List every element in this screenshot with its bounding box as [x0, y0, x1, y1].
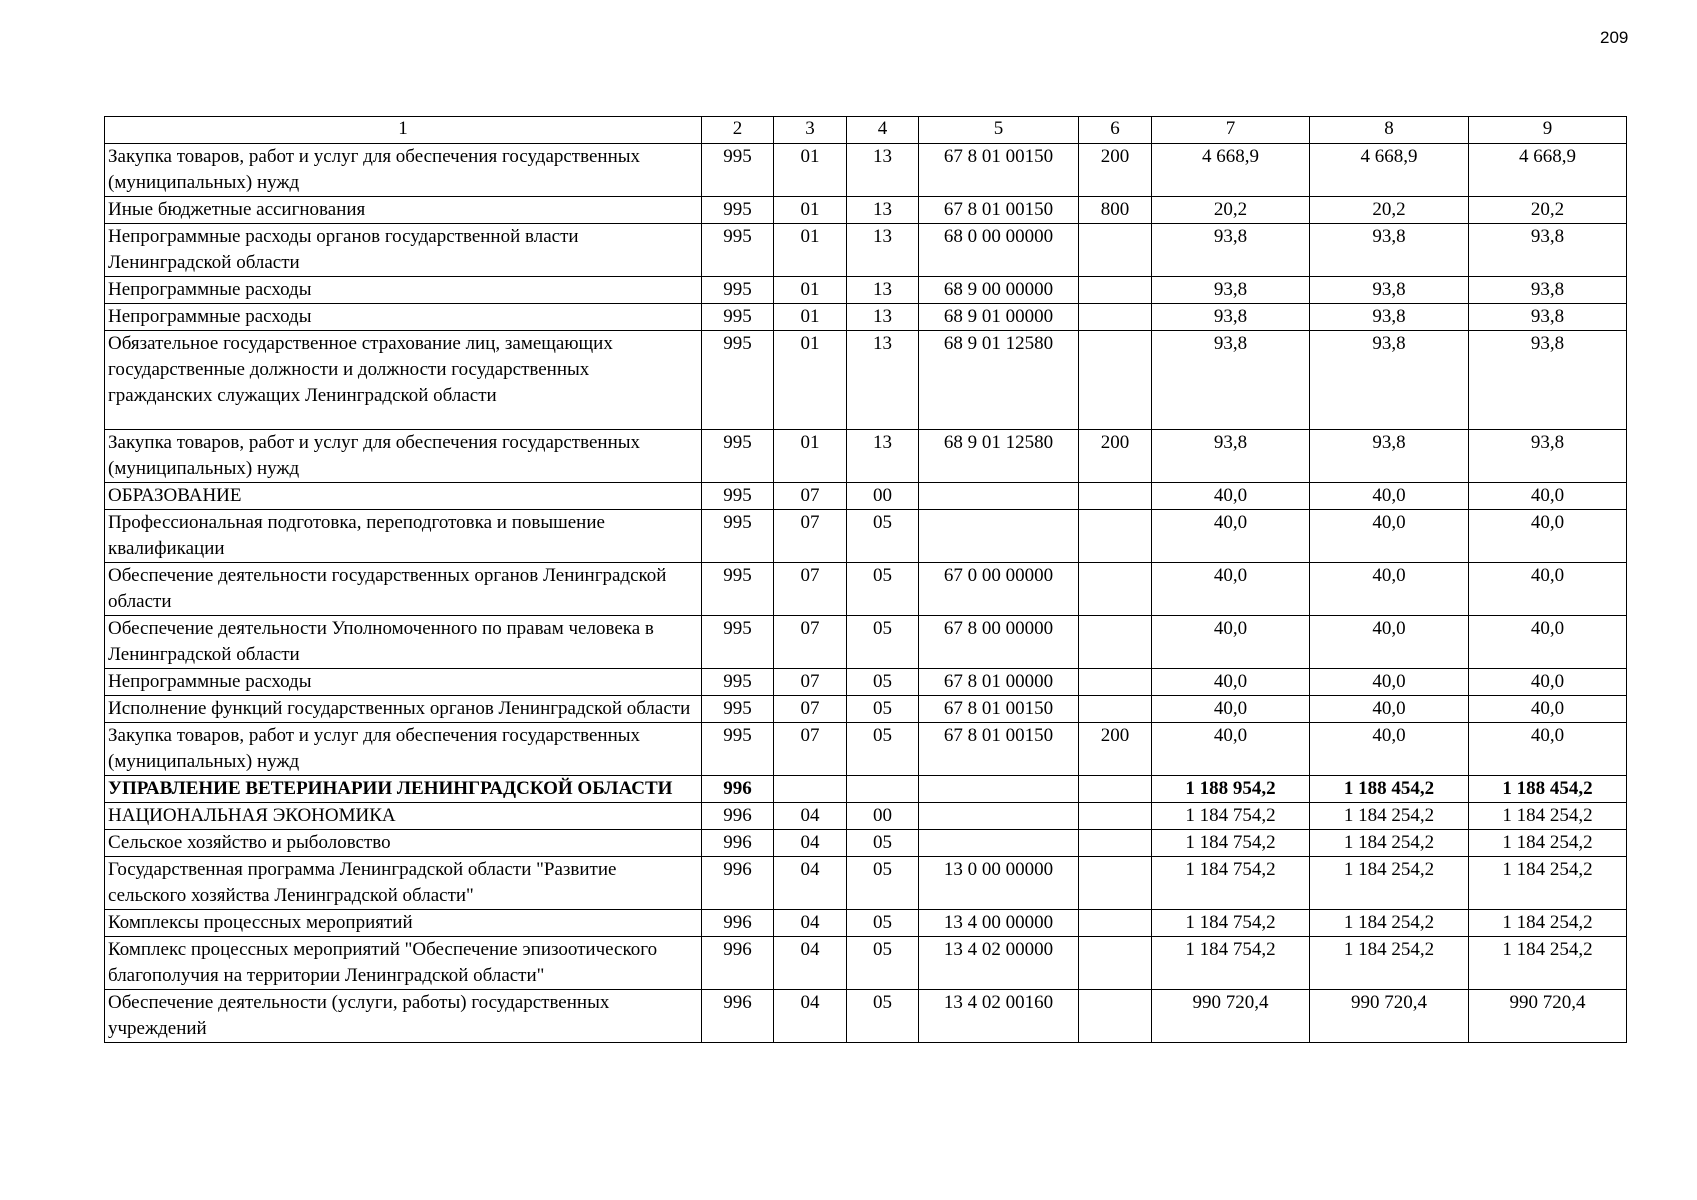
cell-target	[919, 830, 1079, 857]
cell-type	[1079, 563, 1152, 616]
cell-target: 13 0 00 00000	[919, 857, 1079, 910]
cell-amount-1: 93,8	[1152, 277, 1310, 304]
cell-amount-1: 93,8	[1152, 331, 1310, 430]
row-name: Комплекс процессных мероприятий "Обеспечение эпизоотического благополучия на территории Ленинградской области"	[105, 937, 702, 990]
table-row	[105, 304, 1627, 331]
cell-admin: 996	[702, 830, 774, 857]
cell-type	[1079, 857, 1152, 910]
row-name: Комплексы процессных мероприятий	[105, 910, 702, 937]
cell-section: 07	[774, 696, 847, 723]
col-header-2: 2	[702, 117, 774, 144]
cell-amount-2: 40,0	[1310, 669, 1469, 696]
cell-amount-1: 1 184 754,2	[1152, 937, 1310, 990]
cell-type	[1079, 616, 1152, 669]
cell-admin: 995	[702, 224, 774, 277]
cell-subsection: 05	[847, 830, 919, 857]
row-name: НАЦИОНАЛЬНАЯ ЭКОНОМИКА	[105, 803, 702, 830]
cell-amount-1: 40,0	[1152, 696, 1310, 723]
cell-target: 67 8 01 00150	[919, 144, 1079, 197]
cell-target: 67 0 00 00000	[919, 563, 1079, 616]
row-name: Обеспечение деятельности Уполномоченного по правам человека в Ленинградской области	[105, 616, 702, 669]
budget-table	[104, 116, 1627, 1043]
table-row	[105, 669, 1627, 696]
cell-amount-2: 1 188 454,2	[1310, 776, 1469, 803]
cell-amount-2: 93,8	[1310, 224, 1469, 277]
cell-section: 01	[774, 144, 847, 197]
cell-type: 200	[1079, 430, 1152, 483]
row-name: Непрограммные расходы	[105, 304, 702, 331]
cell-amount-1: 40,0	[1152, 510, 1310, 563]
cell-section: 01	[774, 277, 847, 304]
cell-admin: 995	[702, 144, 774, 197]
cell-target: 67 8 01 00000	[919, 669, 1079, 696]
cell-admin: 995	[702, 197, 774, 224]
cell-section: 07	[774, 510, 847, 563]
table-row	[105, 277, 1627, 304]
cell-admin: 996	[702, 776, 774, 803]
cell-type: 800	[1079, 197, 1152, 224]
cell-amount-2: 40,0	[1310, 563, 1469, 616]
table-row	[105, 937, 1627, 990]
col-header-7: 7	[1152, 117, 1310, 144]
cell-target: 68 9 01 00000	[919, 304, 1079, 331]
cell-amount-1: 40,0	[1152, 723, 1310, 776]
cell-section: 04	[774, 990, 847, 1043]
cell-type	[1079, 483, 1152, 510]
cell-target: 67 8 01 00150	[919, 723, 1079, 776]
row-name: Закупка товаров, работ и услуг для обеспечения государственных (муниципальных) нужд	[105, 430, 702, 483]
table-row	[105, 144, 1627, 197]
cell-amount-1: 93,8	[1152, 430, 1310, 483]
table-row	[105, 224, 1627, 277]
cell-type	[1079, 776, 1152, 803]
cell-admin: 995	[702, 430, 774, 483]
cell-amount-2: 20,2	[1310, 197, 1469, 224]
cell-subsection: 05	[847, 990, 919, 1043]
cell-target	[919, 776, 1079, 803]
cell-amount-1: 40,0	[1152, 669, 1310, 696]
cell-target: 13 4 00 00000	[919, 910, 1079, 937]
cell-amount-3: 93,8	[1469, 430, 1627, 483]
cell-section: 01	[774, 304, 847, 331]
cell-subsection: 00	[847, 803, 919, 830]
cell-amount-3: 20,2	[1469, 197, 1627, 224]
row-name: Иные бюджетные ассигнования	[105, 197, 702, 224]
cell-amount-2: 1 184 254,2	[1310, 803, 1469, 830]
table-row	[105, 331, 1627, 430]
cell-admin: 995	[702, 723, 774, 776]
cell-amount-3: 40,0	[1469, 563, 1627, 616]
cell-amount-1: 93,8	[1152, 224, 1310, 277]
cell-amount-2: 4 668,9	[1310, 144, 1469, 197]
cell-type	[1079, 224, 1152, 277]
cell-amount-3: 1 184 254,2	[1469, 830, 1627, 857]
cell-admin: 995	[702, 696, 774, 723]
cell-section: 04	[774, 937, 847, 990]
cell-section: 04	[774, 803, 847, 830]
table-row	[105, 776, 1627, 803]
row-name: Государственная программа Ленинградской области "Развитие сельского хозяйства Ленинградской области"	[105, 857, 702, 910]
cell-amount-1: 40,0	[1152, 483, 1310, 510]
row-name: УПРАВЛЕНИЕ ВЕТЕРИНАРИИ ЛЕНИНГРАДСКОЙ ОБЛАСТИ	[105, 776, 702, 803]
row-name: Исполнение функций государственных органов Ленинградской области	[105, 696, 702, 723]
table-row	[105, 696, 1627, 723]
cell-amount-2: 93,8	[1310, 304, 1469, 331]
cell-type	[1079, 510, 1152, 563]
cell-subsection: 05	[847, 937, 919, 990]
col-header-6: 6	[1079, 117, 1152, 144]
cell-amount-1: 1 184 754,2	[1152, 803, 1310, 830]
cell-admin: 995	[702, 616, 774, 669]
cell-amount-2: 1 184 254,2	[1310, 910, 1469, 937]
cell-type	[1079, 669, 1152, 696]
cell-section: 01	[774, 197, 847, 224]
row-name: Обязательное государственное страхование лиц, замещающих государственные должности и должности государственных гражданских служащих Ленинградской области	[105, 331, 702, 430]
col-header-3: 3	[774, 117, 847, 144]
cell-target: 68 9 00 00000	[919, 277, 1079, 304]
cell-amount-2: 1 184 254,2	[1310, 857, 1469, 910]
cell-amount-1: 20,2	[1152, 197, 1310, 224]
cell-amount-3: 1 188 454,2	[1469, 776, 1627, 803]
cell-section: 01	[774, 430, 847, 483]
cell-target: 67 8 01 00150	[919, 696, 1079, 723]
cell-section: 07	[774, 483, 847, 510]
cell-subsection	[847, 776, 919, 803]
cell-admin: 995	[702, 563, 774, 616]
cell-amount-2: 1 184 254,2	[1310, 937, 1469, 990]
cell-target: 68 9 01 12580	[919, 430, 1079, 483]
cell-admin: 995	[702, 510, 774, 563]
cell-subsection: 05	[847, 669, 919, 696]
cell-subsection: 05	[847, 616, 919, 669]
cell-section: 04	[774, 830, 847, 857]
cell-target: 67 8 01 00150	[919, 197, 1079, 224]
cell-amount-3: 93,8	[1469, 331, 1627, 430]
cell-amount-1: 1 184 754,2	[1152, 830, 1310, 857]
table-row	[105, 990, 1627, 1043]
table-row	[105, 803, 1627, 830]
cell-type	[1079, 990, 1152, 1043]
cell-admin: 996	[702, 910, 774, 937]
cell-target: 67 8 00 00000	[919, 616, 1079, 669]
cell-admin: 996	[702, 937, 774, 990]
cell-amount-3: 40,0	[1469, 669, 1627, 696]
cell-subsection: 13	[847, 304, 919, 331]
cell-amount-1: 93,8	[1152, 304, 1310, 331]
row-name: Непрограммные расходы	[105, 669, 702, 696]
cell-subsection: 13	[847, 430, 919, 483]
cell-amount-1: 1 184 754,2	[1152, 910, 1310, 937]
cell-type: 200	[1079, 144, 1152, 197]
cell-type	[1079, 277, 1152, 304]
cell-amount-2: 93,8	[1310, 430, 1469, 483]
cell-type: 200	[1079, 723, 1152, 776]
cell-subsection: 13	[847, 197, 919, 224]
cell-type	[1079, 937, 1152, 990]
cell-amount-3: 40,0	[1469, 510, 1627, 563]
page-number: 209	[1600, 28, 1629, 47]
cell-amount-1: 40,0	[1152, 563, 1310, 616]
cell-section	[774, 776, 847, 803]
cell-amount-3: 93,8	[1469, 224, 1627, 277]
col-header-9: 9	[1469, 117, 1627, 144]
cell-amount-3: 1 184 254,2	[1469, 857, 1627, 910]
cell-amount-2: 40,0	[1310, 616, 1469, 669]
cell-amount-1: 40,0	[1152, 616, 1310, 669]
cell-subsection: 05	[847, 857, 919, 910]
cell-subsection: 13	[847, 331, 919, 430]
cell-subsection: 05	[847, 563, 919, 616]
cell-target: 68 9 01 12580	[919, 331, 1079, 430]
cell-subsection: 05	[847, 696, 919, 723]
row-name: Непрограммные расходы органов государственной власти Ленинградской области	[105, 224, 702, 277]
cell-amount-1: 990 720,4	[1152, 990, 1310, 1043]
cell-target: 13 4 02 00000	[919, 937, 1079, 990]
row-name: Профессиональная подготовка, переподготовка и повышение квалификации	[105, 510, 702, 563]
cell-admin: 995	[702, 304, 774, 331]
col-header-8: 8	[1310, 117, 1469, 144]
table-row	[105, 197, 1627, 224]
cell-section: 07	[774, 723, 847, 776]
cell-admin: 996	[702, 990, 774, 1043]
cell-section: 07	[774, 563, 847, 616]
table-row	[105, 483, 1627, 510]
cell-subsection: 13	[847, 277, 919, 304]
cell-amount-2: 40,0	[1310, 510, 1469, 563]
cell-section: 01	[774, 331, 847, 430]
cell-amount-3: 40,0	[1469, 616, 1627, 669]
table-row	[105, 910, 1627, 937]
cell-amount-2: 93,8	[1310, 277, 1469, 304]
cell-amount-3: 1 184 254,2	[1469, 937, 1627, 990]
cell-amount-2: 1 184 254,2	[1310, 830, 1469, 857]
cell-section: 07	[774, 669, 847, 696]
cell-amount-2: 990 720,4	[1310, 990, 1469, 1043]
cell-admin: 996	[702, 803, 774, 830]
cell-amount-3: 40,0	[1469, 483, 1627, 510]
cell-amount-2: 93,8	[1310, 331, 1469, 430]
cell-admin: 996	[702, 857, 774, 910]
cell-subsection: 00	[847, 483, 919, 510]
row-name: Закупка товаров, работ и услуг для обеспечения государственных (муниципальных) нужд	[105, 723, 702, 776]
header-row	[105, 117, 1627, 144]
cell-subsection: 13	[847, 224, 919, 277]
col-header-5: 5	[919, 117, 1079, 144]
cell-amount-3: 1 184 254,2	[1469, 803, 1627, 830]
cell-admin: 995	[702, 669, 774, 696]
cell-subsection: 05	[847, 910, 919, 937]
cell-amount-3: 93,8	[1469, 304, 1627, 331]
table-row	[105, 857, 1627, 910]
cell-subsection: 05	[847, 723, 919, 776]
cell-type	[1079, 803, 1152, 830]
table-row	[105, 616, 1627, 669]
cell-amount-1: 1 184 754,2	[1152, 857, 1310, 910]
row-name: Непрограммные расходы	[105, 277, 702, 304]
col-header-4: 4	[847, 117, 919, 144]
table-row	[105, 830, 1627, 857]
cell-type	[1079, 696, 1152, 723]
cell-target: 68 0 00 00000	[919, 224, 1079, 277]
cell-amount-3: 990 720,4	[1469, 990, 1627, 1043]
table-row	[105, 510, 1627, 563]
cell-admin: 995	[702, 331, 774, 430]
row-name: Сельское хозяйство и рыболовство	[105, 830, 702, 857]
cell-type	[1079, 331, 1152, 430]
table-row	[105, 563, 1627, 616]
row-name: Закупка товаров, работ и услуг для обеспечения государственных (муниципальных) нужд	[105, 144, 702, 197]
cell-type	[1079, 910, 1152, 937]
cell-amount-3: 1 184 254,2	[1469, 910, 1627, 937]
cell-amount-2: 40,0	[1310, 696, 1469, 723]
cell-type	[1079, 304, 1152, 331]
cell-target	[919, 803, 1079, 830]
cell-amount-2: 40,0	[1310, 723, 1469, 776]
table-row	[105, 723, 1627, 776]
cell-amount-1: 1 188 954,2	[1152, 776, 1310, 803]
cell-section: 04	[774, 910, 847, 937]
row-name: Обеспечение деятельности (услуги, работы) государственных учреждений	[105, 990, 702, 1043]
cell-section: 04	[774, 857, 847, 910]
cell-admin: 995	[702, 277, 774, 304]
table-row	[105, 430, 1627, 483]
row-name: Обеспечение деятельности государственных органов Ленинградской области	[105, 563, 702, 616]
cell-target	[919, 510, 1079, 563]
cell-amount-3: 93,8	[1469, 277, 1627, 304]
cell-section: 07	[774, 616, 847, 669]
cell-section: 01	[774, 224, 847, 277]
col-header-1: 1	[105, 117, 702, 144]
cell-target	[919, 483, 1079, 510]
cell-amount-3: 40,0	[1469, 696, 1627, 723]
cell-target: 13 4 02 00160	[919, 990, 1079, 1043]
cell-amount-1: 4 668,9	[1152, 144, 1310, 197]
cell-subsection: 05	[847, 510, 919, 563]
cell-type	[1079, 830, 1152, 857]
cell-admin: 995	[702, 483, 774, 510]
cell-amount-3: 40,0	[1469, 723, 1627, 776]
row-name: ОБРАЗОВАНИЕ	[105, 483, 702, 510]
cell-amount-2: 40,0	[1310, 483, 1469, 510]
cell-subsection: 13	[847, 144, 919, 197]
cell-amount-3: 4 668,9	[1469, 144, 1627, 197]
